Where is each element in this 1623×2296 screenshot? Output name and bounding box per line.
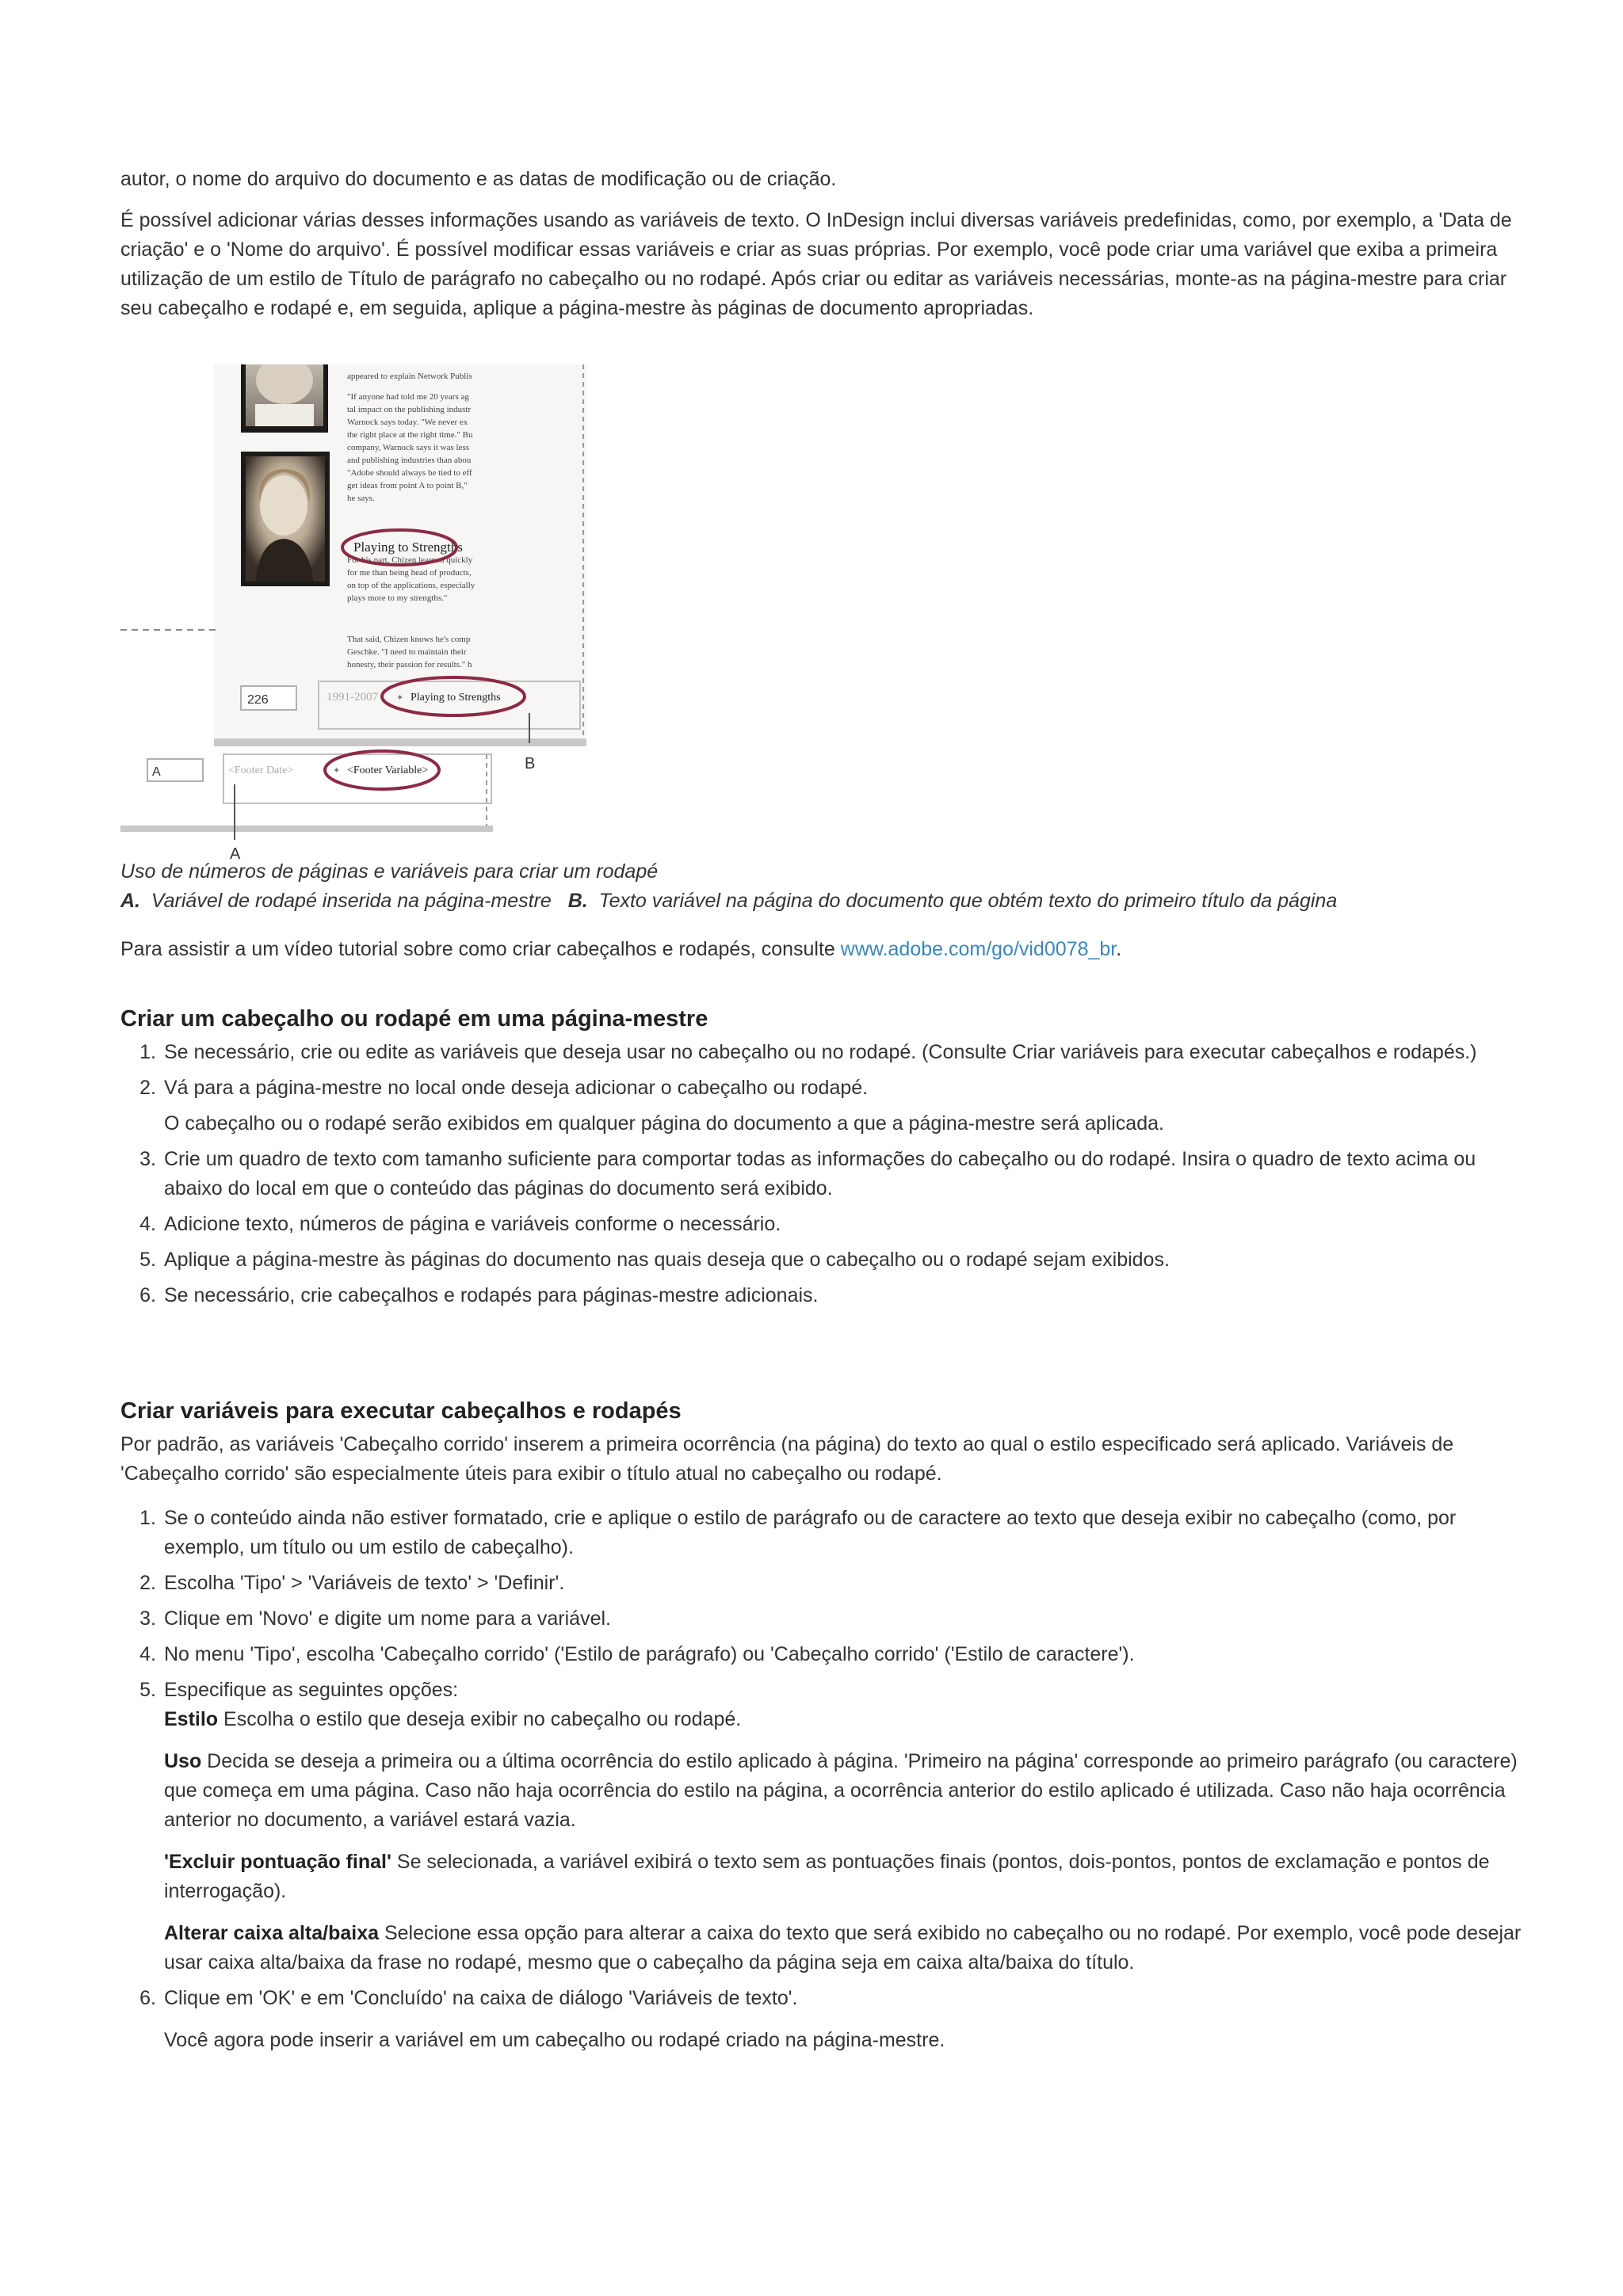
callout-a: A bbox=[230, 845, 241, 863]
master-page-letter: A bbox=[152, 765, 161, 779]
option-term: Estilo bbox=[164, 1708, 219, 1730]
figure-text-line: Warnock says today. "We never ex bbox=[347, 418, 468, 427]
list-item bbox=[120, 1145, 1531, 1203]
figure-text-line: and publishing industries than abou bbox=[347, 456, 472, 465]
step-number: 4. bbox=[139, 1643, 156, 1665]
list-item bbox=[120, 1676, 1531, 1978]
video-link[interactable]: www.adobe.com/go/vid0078_br bbox=[840, 938, 1117, 960]
master-footer-variable: <Footer Variable> bbox=[347, 765, 429, 776]
step-number: 1. bbox=[139, 1041, 156, 1063]
option-term: 'Excluir pontuação final' bbox=[164, 1851, 391, 1873]
figure-text-line: plays more to my strengths." bbox=[347, 593, 448, 603]
list-item bbox=[120, 1074, 1531, 1138]
figure-caption bbox=[120, 857, 1531, 916]
step-text: Escolha 'Tipo' > 'Variáveis de texto' > 'Definir'. bbox=[164, 1572, 565, 1594]
step-text: Clique em 'Novo' e digite um nome para a variável. bbox=[164, 1608, 611, 1630]
master-page-steps bbox=[120, 1038, 1531, 1310]
figure-text-line: "If anyone had told me 20 years ag bbox=[347, 392, 469, 402]
step-text: No menu 'Tipo', escolha 'Cabeçalho corrido' ('Estilo de parágrafo) ou 'Cabeçalho corrido' ('Estilo de caractere'). bbox=[164, 1643, 1135, 1665]
option-desc: Escolha o estilo que deseja exibir no cabeçalho ou rodapé. bbox=[218, 1708, 742, 1730]
video-tutorial-paragraph bbox=[120, 935, 1531, 964]
step-text: Crie um quadro de texto com tamanho suficiente para comportar todas as informações do cabeçalho ou do rodapé. Insira o quadro de texto acima ou abaixo do local em que o conteúdo das páginas do documento será exibido. bbox=[164, 1148, 1476, 1199]
option-desc: Decida se deseja a primeira ou a última ocorrência do estilo aplicado à página. 'Primeiro na página' corresponde ao primeiro parágrafo (ou caractere) que começa em uma página. Caso não haja ocorrência do estilo na página, a ocorrência anterior do estilo aplicado é utilizada. Caso não haja ocorrência anterior no documento, a variável estará vazia. bbox=[164, 1750, 1518, 1831]
step-number: 6. bbox=[139, 1987, 156, 2009]
step-text: Se o conteúdo ainda não estiver formatado, crie e aplique o estilo de parágrafo ou de caractere ao texto que deseja exibir no cabeçalho (como, por exemplo, um título ou um estilo de cabeçalho). bbox=[164, 1507, 1457, 1558]
option-term: Alterar caixa alta/baixa bbox=[164, 1922, 379, 1944]
step-text: Especifique as seguintes opções: bbox=[164, 1679, 459, 1701]
list-item bbox=[120, 1984, 1531, 2055]
video-text: Para assistir a um vídeo tutorial sobre como criar cabeçalhos e rodapés, consulte bbox=[120, 938, 841, 960]
step-text: Se necessário, crie ou edite as variáveis que deseja usar no cabeçalho ou no rodapé. (Consulte Criar variáveis para executar cabeçalhos e rodapés.) bbox=[164, 1041, 1477, 1063]
step-text: Aplique a página-mestre às páginas do documento nas quais deseja que o cabeçalho ou o rodapé sejam exibidos. bbox=[164, 1249, 1170, 1271]
option-term: Uso bbox=[164, 1750, 202, 1772]
figure-text-line: on top of the applications, especially bbox=[347, 581, 475, 590]
step-number: 2. bbox=[139, 1077, 156, 1099]
step-text: Vá para a página-mestre no local onde deseja adicionar o cabeçalho ou rodapé. bbox=[164, 1077, 869, 1099]
step-number: 3. bbox=[139, 1148, 156, 1170]
step-note: Você agora pode inserir a variável em um cabeçalho ou rodapé criado na página-mestre. bbox=[164, 2029, 945, 2051]
figure-text-line: Geschke. "I need to maintain their bbox=[347, 647, 467, 657]
caption-a-text: Variável de rodapé inserida na página-mestre bbox=[151, 890, 552, 912]
video-end: . bbox=[1116, 938, 1122, 960]
step-text: Adicione texto, números de página e variáveis conforme o necessário. bbox=[164, 1213, 781, 1235]
callout-b: B bbox=[525, 755, 536, 772]
figure-text-line: company, Warnock says it was less bbox=[347, 443, 469, 452]
options-list bbox=[164, 1705, 1531, 1978]
figure-text-line: he says. bbox=[347, 494, 375, 503]
option-estilo bbox=[164, 1705, 1531, 1734]
footer-running-text: Playing to Strengths bbox=[411, 692, 501, 704]
svg-text:✦: ✦ bbox=[333, 766, 341, 776]
caption-title: Uso de números de páginas e variáveis para criar um rodapé bbox=[120, 860, 659, 883]
option-uso bbox=[164, 1747, 1531, 1835]
list-item bbox=[120, 1640, 1531, 1669]
figure-text-line: for me than being head of products, bbox=[347, 568, 472, 578]
list-item bbox=[120, 1245, 1531, 1275]
step-text: Se necessário, crie cabeçalhos e rodapés para páginas-mestre adicionais. bbox=[164, 1284, 819, 1306]
step-number: 5. bbox=[139, 1679, 156, 1701]
figure-text-line: honesty, their passion for results." h bbox=[347, 660, 472, 669]
step-number: 6. bbox=[139, 1284, 156, 1306]
figure-text-line: "Adobe should always be tied to eff bbox=[347, 468, 472, 478]
caption-a-label: A. bbox=[120, 890, 140, 912]
svg-text:✦: ✦ bbox=[396, 693, 404, 703]
variables-steps bbox=[120, 1504, 1531, 2055]
section-heading-variables: Criar variáveis para executar cabeçalhos e rodapés bbox=[120, 1398, 682, 1424]
intro-paragraph-1: autor, o nome do arquivo do documento e as datas de modificação ou de criação. bbox=[120, 168, 837, 190]
step-number: 3. bbox=[139, 1608, 156, 1630]
list-item bbox=[120, 1210, 1531, 1239]
figure-text-line: tal impact on the publishing industr bbox=[347, 405, 472, 414]
option-desc: Se selecionada, a variável exibirá o texto sem as pontuações finais (pontos, dois-pontos, pontos de exclamação e pontos de interrogação). bbox=[164, 1851, 1490, 1902]
caption-b-label: B. bbox=[567, 890, 588, 912]
figure-illustration bbox=[120, 364, 596, 864]
step-number: 5. bbox=[139, 1249, 156, 1271]
step-note: O cabeçalho ou o rodapé serão exibidos em qualquer página do documento a que a página-mestre será aplicada. bbox=[164, 1112, 1164, 1135]
option-alterar-caixa bbox=[164, 1919, 1531, 1978]
step-text: Clique em 'OK' e em 'Concluído' na caixa de diálogo 'Variáveis de texto'. bbox=[164, 1987, 798, 2009]
figure-heading: Playing to Strengths bbox=[353, 540, 463, 555]
step-number: 2. bbox=[139, 1572, 156, 1594]
caption-legend bbox=[120, 887, 1531, 916]
step-number: 4. bbox=[139, 1213, 156, 1235]
list-item bbox=[120, 1504, 1531, 1562]
caption-b-text: Texto variável na página do documento que obtém texto do primeiro título da página bbox=[598, 890, 1338, 912]
step-number: 1. bbox=[139, 1507, 156, 1529]
figure-text-line: appeared to explain Network Publis bbox=[347, 372, 472, 381]
footer-date: 1991-2007 bbox=[327, 691, 378, 704]
list-item bbox=[120, 1604, 1531, 1634]
figure-text-line: For his part, Chizen learned quickly bbox=[347, 555, 473, 565]
figure-text-line: the right place at the right time." Bu bbox=[347, 430, 473, 440]
figure-text-line: get ideas from point A to point B," bbox=[347, 481, 468, 490]
list-item bbox=[120, 1569, 1531, 1598]
option-desc: Selecione essa opção para alterar a caixa do texto que será exibido no cabeçalho ou no rodapé. Por exemplo, você pode desejar usar caixa alta/baixa da frase no rodapé, mesmo que o cabeçalho da página seja em caixa alta/baixa do título. bbox=[164, 1922, 1522, 1974]
figure-text-line: That said, Chizen knows he's comp bbox=[347, 635, 471, 644]
variables-intro-paragraph: Por padrão, as variáveis 'Cabeçalho corrido' inserem a primeira ocorrência (na página) do texto ao qual o estilo especificado será aplicado. Variáveis de 'Cabeçalho corrido' são especialmente úteis para exibir o título atual no cabeçalho ou rodapé. bbox=[120, 1433, 1454, 1485]
intro-paragraph-2: É possível adicionar várias desses informações usando as variáveis de texto. O InDesign inclui diversas variáveis predefinidas, como, por exemplo, a 'Data de criação' e o 'Nome do arquivo'. É possível modificar essas variáveis e criar as suas próprias. Por exemplo, você pode criar uma variável que exiba a primeira utilização de um estilo de Título de parágrafo no cabeçalho ou no rodapé. Após criar ou editar as variáveis necessárias, monte-as na página-mestre para criar seu cabeçalho e rodapé e, em seguida, aplique a página-mestre às páginas de documento apropriadas. bbox=[120, 209, 1512, 319]
section-heading-master-page: Criar um cabeçalho ou rodapé em uma página-mestre bbox=[120, 1006, 708, 1032]
list-item bbox=[120, 1281, 1531, 1310]
page-number: 226 bbox=[247, 693, 269, 707]
footer-example-figure bbox=[120, 364, 596, 864]
master-footer-frame bbox=[223, 754, 491, 803]
list-item bbox=[120, 1038, 1531, 1067]
option-excluir-pontuacao bbox=[164, 1848, 1531, 1906]
master-footer-date: <Footer Date> bbox=[228, 765, 294, 776]
